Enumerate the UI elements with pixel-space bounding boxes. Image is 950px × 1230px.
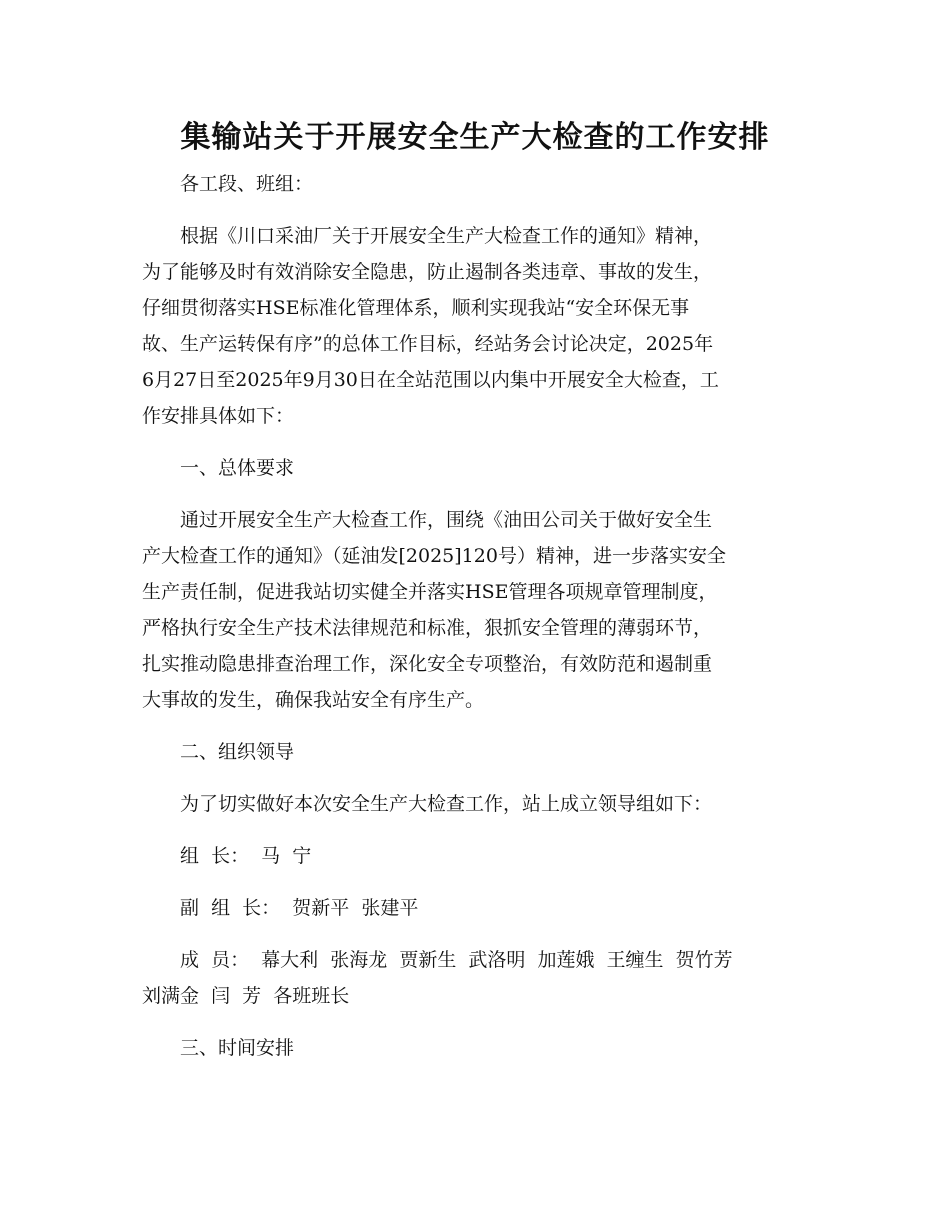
intro-line: 为了能够及时有效消除安全隐患，防止遏制各类违章、事故的发生， <box>142 261 713 283</box>
group-leader-line: 组 长： 马 宁 <box>180 845 312 867</box>
requirements-line: 通过开展安全生产大检查工作，围绕《油田公司关于做好安全生 <box>180 509 713 531</box>
intro-line: 根据《川口采油厂关于开展安全生产大检查工作的通知》精神， <box>180 225 713 247</box>
requirements-line: 扎实推动隐患排查治理工作，深化安全专项整治，有效防范和遏制重 <box>142 653 713 675</box>
section-heading-organization: 二、组织领导 <box>180 741 295 763</box>
requirements-line: 产大检查工作的通知》（延油发[2025]120号）精神，进一步落实安全 <box>142 545 726 567</box>
general-requirements-paragraph <box>142 502 810 718</box>
organization-intro: 为了切实做好本次安全生产大检查工作，站上成立领导组如下： <box>180 793 713 815</box>
members-paragraph <box>142 942 810 1014</box>
section-heading-general-requirements: 一、总体要求 <box>180 457 295 479</box>
requirements-line: 生产责任制，促进我站切实健全并落实HSE管理各项规章管理制度， <box>142 581 718 603</box>
intro-paragraph <box>142 218 810 434</box>
requirements-line: 大事故的发生，确保我站安全有序生产。 <box>142 689 485 711</box>
section-heading-schedule: 三、时间安排 <box>180 1037 295 1059</box>
requirements-line: 严格执行安全生产技术法律规范和标准，狠抓安全管理的薄弱环节， <box>142 617 713 639</box>
intro-line: 6月27日至2025年9月30日在全站范围以内集中开展安全大检查，工 <box>142 369 719 391</box>
intro-line: 故、生产运转保有序”的总体工作目标，经站务会讨论决定，2025年 <box>142 333 714 355</box>
document-body <box>142 166 810 1082</box>
intro-line: 仔细贯彻落实HSE标准化管理体系，顺利实现我站“安全环保无事 <box>142 297 690 319</box>
deputy-leader-line: 副 组 长： 贺新平 张建平 <box>180 897 419 919</box>
salutation: 各工段、班组： <box>180 173 314 195</box>
members-line: 刘满金 闫 芳 各班班长 <box>142 985 350 1007</box>
document-title: 集输站关于开展安全生产大检查的工作安排 <box>180 120 770 155</box>
members-line: 成 员： 幕大利 张海龙 贾新生 武洛明 加莲娥 王缠生 贺竹芳 <box>180 949 733 971</box>
intro-line: 作安排具体如下： <box>142 405 295 427</box>
